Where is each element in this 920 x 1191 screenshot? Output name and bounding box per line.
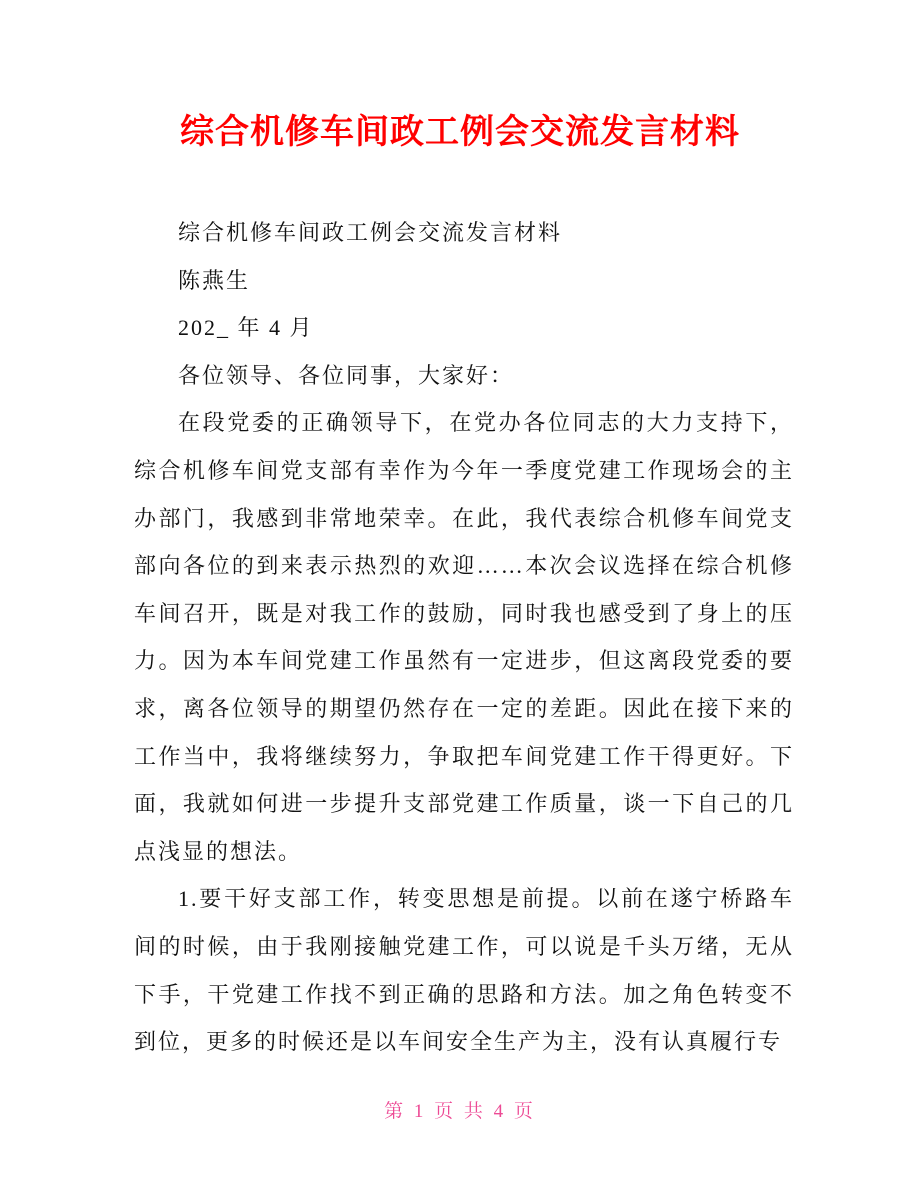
paragraph-point-1: 1.要干好支部工作，转变思想是前提。以前在遂宁桥路车间的时候，由于我刚接触党建工作，可以说是千头万绪，无从下手，干党建工作找不到正确的思路和方法。加之角色转变不到位，更多的时候还是以车间安全生产为主，没有认真履行专 <box>134 886 794 1055</box>
paragraph-intro: 在段党委的正确领导下，在党办各位同志的大力支持下，综合机修车间党支部有幸作为今年一季度党建工作现场会的主办部门，我感到非常地荣幸。在此，我代表综合机修车间党支部向各位的到来表示热烈的欢迎……本次会议选择在综合机修车间召开，既是对我工作的鼓励，同时我也感受到了身上的压力。因为本车间党建工作虽然有一定进步，但这离段党委的要求，离各位领导的期望仍然存在一定的差距。因此在接下来的工作当中，我将继续努力，争取把车间党建工作干得更好。下面，我就如何进一步提升支部党建工作质量，谈一下自己的几点浅显的想法。 <box>134 410 794 864</box>
document-title: 综合机修车间政工例会交流发言材料 <box>180 113 740 151</box>
page-footer: 第 1 页 共 4 页 <box>384 1101 536 1122</box>
document-body <box>134 209 794 1066</box>
paragraph-author: 陈燕生 <box>178 267 251 293</box>
paragraph-date: 202_ 年 4 月 <box>178 315 314 341</box>
paragraph-subtitle: 综合机修车间政工例会交流发言材料 <box>178 220 563 245</box>
paragraph-salutation: 各位领导、各位同事，大家好： <box>178 362 515 388</box>
